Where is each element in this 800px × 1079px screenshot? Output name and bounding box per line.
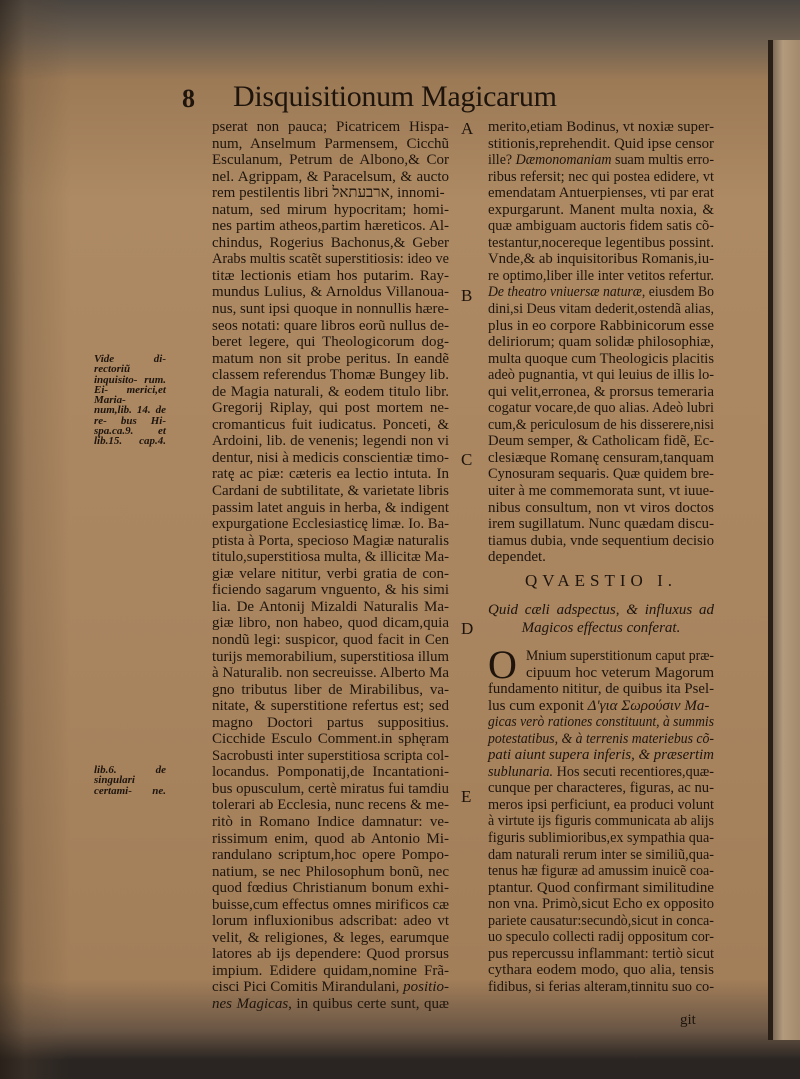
question-subtitle <box>488 601 714 637</box>
text-line <box>488 896 714 913</box>
text-run: cogatur vocare,de quo alias. Adeò lubri <box>488 400 714 417</box>
text-run: Vnde,& ab inquisitoribus Romanis,iu- <box>488 251 714 268</box>
text-line <box>212 433 449 450</box>
text-line <box>212 466 449 483</box>
text-line <box>488 533 714 550</box>
text-run: expurgarunt. Manent multa noxia, & <box>488 201 714 218</box>
text-run: fidibus, si ferias alteram,tinnitu suo co- <box>488 978 714 995</box>
text-line <box>212 682 449 699</box>
text-run: seos notati: quare libros eorũ nullus de- <box>212 317 449 334</box>
text-line <box>212 136 449 153</box>
text-line <box>488 714 714 731</box>
question-subtitle-line-1: Quid cæli adspectus, & influxus ad <box>488 602 714 618</box>
question-heading: QVAESTIO I. <box>525 571 677 590</box>
text-run: re optimo,liber ille inter vetitos refertur. <box>488 267 714 284</box>
text-line <box>488 681 714 698</box>
text-line <box>212 516 449 533</box>
text-line <box>488 698 714 715</box>
text-line <box>488 334 714 351</box>
text-run: figuris sublimioribus,ex sympathia qua- <box>488 830 714 847</box>
text-line <box>212 649 449 666</box>
text-line <box>488 136 714 153</box>
text-run: ritò in Romano Indice damnatur: ve- <box>212 813 449 830</box>
text-line <box>212 715 449 732</box>
text-run: ptista à Porta, specioso Magiæ naturalis <box>212 532 449 549</box>
text-line <box>212 417 449 434</box>
text-run: lus cum exponit <box>488 697 588 714</box>
text-line <box>212 251 449 268</box>
text-run: Mnium superstitionum caput præ- <box>526 648 714 664</box>
text-run: nus, sunt ipsi quoque in nonnullis hære- <box>212 301 449 318</box>
text-run: tiamus dubia, vnde sequentium decisio <box>488 532 714 549</box>
text-run: pariete causatur:secundò,sicut in conca- <box>488 912 714 929</box>
text-line <box>212 549 449 566</box>
text-run: Arabs multis scatẽt superstitiosis: ideo ve <box>212 251 449 268</box>
text-line <box>488 747 714 764</box>
text-line <box>488 780 714 797</box>
text-run: dentur, nisi à medicis conscientiæ timo- <box>212 449 449 466</box>
text-run: rem pestilentis libri ארבעתאל, innomi- <box>212 185 445 202</box>
text-run: Sacrobusti inter superstitiosa scripta col- <box>212 747 449 764</box>
italic-text-run: De theatro vniuersæ naturæ <box>488 284 642 301</box>
text-line <box>212 996 449 1013</box>
text-run: bus opusculum, certè miratus fui tamdiu <box>212 780 449 797</box>
question-subtitle-line-2: Magicos effectus conferat. <box>521 620 681 636</box>
text-line <box>212 781 449 798</box>
text-run: chindus, Rogerius Bachonus,& Geber <box>212 234 449 251</box>
text-run: ribus refersit; nec qui postea edidere, vt <box>488 168 714 185</box>
text-line <box>488 549 714 566</box>
text-line <box>212 218 449 235</box>
text-run: giæ velare nititur, verbi gratia de con- <box>212 565 449 582</box>
italic-text-run: potestatibus, & à terrenis materiebus cõ- <box>488 730 714 747</box>
text-line <box>212 831 449 848</box>
text-run: Deum semper, & Catholicam fidẽ, Ec- <box>488 433 714 450</box>
text-run: dini,si Deus vitam dederit,ostendã alias, <box>488 301 714 318</box>
text-line <box>212 913 449 930</box>
text-run: passim latet anguis in herba, & indigent <box>212 499 449 516</box>
book-spine-shadow <box>0 0 70 1079</box>
text-line <box>488 880 714 897</box>
text-line <box>212 202 449 219</box>
text-run: de Magia naturali, & eodem titulo libr. <box>212 383 449 400</box>
text-line <box>488 235 714 252</box>
text-run: rissimum enim, quod ab Antonio Mi- <box>212 830 449 847</box>
text-line <box>212 963 449 980</box>
text-run: cisci Pici Comitis Mirandulani, <box>212 979 404 996</box>
text-run: mundus Lulius, & Arnoldus Villanoua- <box>212 284 449 301</box>
text-run: pus repercussu inflammant: tertiò sicut <box>488 945 714 962</box>
text-line <box>212 483 449 500</box>
text-line <box>488 251 714 268</box>
page-number: 8 <box>182 84 195 113</box>
text-line <box>488 400 714 417</box>
text-line <box>488 813 714 830</box>
text-line <box>212 351 449 368</box>
text-run: classem referendus Thomæ Bungey lib. <box>212 367 449 384</box>
text-line <box>488 284 714 301</box>
text-line <box>212 880 449 897</box>
text-run: à Naturalib. non secreuisse. Alberto Ma <box>212 665 449 682</box>
text-line <box>488 384 714 401</box>
margin-note-1: Vide di- rectoriũ inquisito- rum. Ei- merici,et Maria- num,lib. 14. de re- bus Hi- spa.ca.9. et lib.15. cap.4. <box>94 353 166 448</box>
text-run: matum non sit probe peritus. In eandẽ <box>212 350 449 367</box>
text-run: Ardoini, lib. de venenis; legendi non vi <box>212 433 449 450</box>
text-line <box>212 367 449 384</box>
text-run: impium. Edidere quidam,nomine Frã- <box>212 962 449 979</box>
section-mark-c: C <box>461 450 473 469</box>
text-run: non vna. Primò,sicut Echo ex opposito <box>488 896 714 913</box>
text-line <box>212 599 449 616</box>
text-line <box>212 500 449 517</box>
running-title: Disquisitionum Magicarum <box>233 80 557 113</box>
text-line <box>488 202 714 219</box>
text-line <box>212 897 449 914</box>
text-run: Cardani de subtilitate, & varietate libris <box>212 483 449 500</box>
text-line <box>488 483 714 500</box>
text-run: clesiæque Romanę censuram,tanquam <box>488 449 714 466</box>
text-line <box>488 218 714 235</box>
text-line <box>212 169 449 186</box>
text-run: quod fœdius Christianum bonum exhi- <box>212 880 449 897</box>
text-line <box>488 979 714 996</box>
text-run: cum,& periculosum de his disserere,nisi <box>488 416 714 433</box>
text-run: deliriorum; quam solidæ philosophiæ, <box>488 334 714 351</box>
text-run: lorum influxionibus adscribat: adeo vt <box>212 913 449 930</box>
text-run: nes partim atheos,partim hæreticos. Al- <box>212 218 449 235</box>
text-line <box>212 384 449 401</box>
text-line <box>488 946 714 963</box>
margin-note-2: lib.6. de singulari certami- ne. <box>94 764 166 797</box>
text-run: multa quoque cum Theologicis placitis <box>488 350 714 367</box>
text-line <box>212 450 449 467</box>
text-line <box>488 929 714 946</box>
text-line <box>212 731 449 748</box>
text-run: tolerari ab Ecclesia, nunc recens & me- <box>212 797 449 814</box>
text-line <box>212 698 449 715</box>
question-paragraph <box>488 642 714 995</box>
text-run: testantur,nocereque legentibus possint. <box>488 234 714 251</box>
text-run: emendatam Antuerpienses, vti par erat <box>488 185 714 202</box>
text-line <box>212 665 449 682</box>
text-run: latores ab ijs dependere: Quod prorsus <box>212 946 449 963</box>
text-run: Gregorij Riplay, qui post mortem ne- <box>212 400 449 417</box>
text-line <box>212 318 449 335</box>
italic-text-run: positio- <box>403 979 449 996</box>
text-run: Cynosuram sequaris. Quæ quidem bre- <box>488 466 714 483</box>
text-run: Cicchide Esculo Comment.in sphęram <box>212 731 449 748</box>
text-line <box>212 119 449 136</box>
text-run: dam naturali rerum inter se similiũ,qua- <box>488 846 714 863</box>
text-line <box>488 301 714 318</box>
text-run: quæ ambiguam auctoris fidem satis cõ- <box>488 218 714 235</box>
text-run: merito,etiam Bodinus, vt noxiæ super- <box>488 119 714 135</box>
text-line <box>488 433 714 450</box>
text-run: , in quibus certe sunt, quæ <box>288 995 449 1012</box>
text-run: velit, & religiones, & leges, earumque <box>212 929 449 946</box>
text-line <box>212 797 449 814</box>
section-mark-a: A <box>461 119 474 138</box>
text-line <box>488 351 714 368</box>
text-line <box>212 930 449 947</box>
text-run: expurgatione Ecclesiasticę limæ. Io. Ba- <box>212 516 449 533</box>
text-run: , eiusdem Bo <box>641 284 714 301</box>
text-run: num, Anselmum Parmensem, Cicchũ <box>212 135 449 152</box>
italic-text-run: gicas verò rationes constituunt, à summis <box>488 714 714 731</box>
text-run: adeò pugnantia, vt qui leuius de illis lo- <box>488 367 714 384</box>
text-line <box>488 318 714 335</box>
text-run: plus in eo corpore Rabbinicorum esse <box>488 317 714 334</box>
text-run: meros ipsi perficiunt, ea produci volunt <box>488 796 714 813</box>
text-run: randulano scriptum,hoc opere Pompo- <box>212 847 449 864</box>
text-run: magno Doctori partus suppositius. <box>212 714 449 731</box>
text-line <box>212 748 449 765</box>
text-line <box>488 500 714 517</box>
italic-text-run: pati aiunt supera inferis, & præsertim <box>488 747 714 764</box>
text-line <box>488 516 714 533</box>
italic-text-run: sublunaria. <box>488 763 554 780</box>
text-run: buisse,cum effectus omnes mirificos cæ <box>212 896 449 913</box>
text-run: uo speculo collecti radij oppositum cor- <box>488 929 714 946</box>
text-run: cipuum hoc veterum Magorum <box>526 664 714 681</box>
text-run: Hos secuti recentiores,quæ- <box>553 763 714 780</box>
text-run: nel. Agrippam, & Paracelsum, & aucto <box>212 168 449 185</box>
text-run: ptantur. Quod confirmant similitudine <box>488 879 714 896</box>
italic-text-run: Dæmonomaniam <box>515 152 612 169</box>
section-mark-e: E <box>461 787 472 806</box>
text-line <box>488 417 714 434</box>
text-line <box>488 466 714 483</box>
text-line <box>212 814 449 831</box>
text-line <box>488 913 714 930</box>
text-line <box>488 863 714 880</box>
text-run: pserat non pauca; Picatricem Hispa- <box>212 119 449 135</box>
section-mark-d: D <box>461 619 474 638</box>
text-run: gno tributus liber de Mirabilibus, va- <box>212 681 449 698</box>
text-run: turijs memorabilium, superstitiosa illum <box>212 648 449 665</box>
text-line <box>488 119 714 136</box>
text-run: nitate, & superstitione refertus est; sed <box>212 698 449 715</box>
text-run: à virtute ijs figuris communicata ab alijs <box>488 813 714 830</box>
text-line <box>212 946 449 963</box>
text-run: irem sugillatum. Nunc quædam discu- <box>488 516 714 533</box>
next-page-sliver <box>773 40 800 1040</box>
text-line <box>488 797 714 814</box>
text-line <box>212 284 449 301</box>
text-run: cunque per characteres, figuras, ac nu- <box>488 780 714 797</box>
text-run: ratę ac piæ: cæteris ea lectio intuta. In <box>212 466 449 483</box>
text-run: beret legere, qui Theologicorum dog- <box>212 334 449 351</box>
text-run: locandus. Pomponatij,de Incantationi- <box>212 764 449 781</box>
text-line <box>488 268 714 285</box>
text-run: fundamento nititur, de quibus ita Psel- <box>488 681 714 698</box>
text-run: natium, se nec Philosophum bonũ, nec <box>212 863 449 880</box>
text-line <box>488 367 714 384</box>
italic-text-run: nes Magicas <box>212 995 289 1012</box>
text-run: cythara eodem modo, quo alia, tensis <box>488 962 714 979</box>
text-run: qui velit,erronea, & prorsus temeraria <box>488 383 714 400</box>
text-line <box>212 152 449 169</box>
text-line <box>212 533 449 550</box>
text-run: titulo,superstitiosa multa, & illicitæ Ma- <box>212 549 449 566</box>
text-run: dependet. <box>488 549 546 566</box>
drop-cap: O <box>488 642 517 687</box>
text-run: titæ lectionis etiam hos putarim. Ray- <box>212 267 449 284</box>
text-line <box>212 185 449 202</box>
text-line <box>488 847 714 864</box>
text-line <box>526 665 714 682</box>
text-line <box>488 185 714 202</box>
right-column <box>488 119 714 566</box>
text-line <box>212 235 449 252</box>
text-line <box>488 731 714 748</box>
text-line <box>212 764 449 781</box>
text-line <box>488 450 714 467</box>
text-run: stitionis,reprehendit. Quid ipse censor <box>488 135 714 152</box>
text-line <box>212 268 449 285</box>
text-run: Esculanum, Petrum de Albono,& Cor <box>212 152 449 169</box>
text-line <box>212 400 449 417</box>
text-run: tenus hæ figuræ ad amussim inuicẽ coa- <box>488 863 714 880</box>
text-run: ficiendo sagarum vnguento, & his simi <box>212 582 449 599</box>
text-run: natum, sed mirum hypocritam; homi- <box>212 201 449 218</box>
text-run: nibus consultum, non vt viros doctos <box>488 499 714 516</box>
text-line <box>526 648 714 665</box>
text-run: nondũ legi: suspicor, quod facit in Cen <box>212 631 449 648</box>
text-run: cromanticus fuit iudicatus. Ponceti, & <box>212 416 449 433</box>
text-line <box>488 169 714 186</box>
text-line <box>212 847 449 864</box>
text-line <box>488 152 714 169</box>
text-line <box>212 979 449 996</box>
text-run: suam multis erro- <box>611 152 714 169</box>
text-line <box>212 582 449 599</box>
text-run: giæ libro, non habeo, quod dicam,quia <box>212 615 449 632</box>
text-run: uiter à me commemorata sunt, vt iuue- <box>488 483 714 500</box>
section-mark-b: B <box>461 286 473 305</box>
text-line <box>212 864 449 881</box>
text-line <box>212 301 449 318</box>
text-line <box>488 764 714 781</box>
text-run: lia. De Antonij Mizaldi Naturalis Ma- <box>212 598 449 615</box>
text-line <box>212 615 449 632</box>
text-run: ille? <box>488 152 516 169</box>
text-line <box>488 830 714 847</box>
text-line <box>212 632 449 649</box>
text-line <box>212 334 449 351</box>
text-line <box>212 566 449 583</box>
text-line <box>488 962 714 979</box>
left-column <box>212 119 449 1013</box>
italic-text-run: Δ'για Σωρούσιν Ma- <box>587 697 710 714</box>
catchword: git <box>680 1012 696 1028</box>
